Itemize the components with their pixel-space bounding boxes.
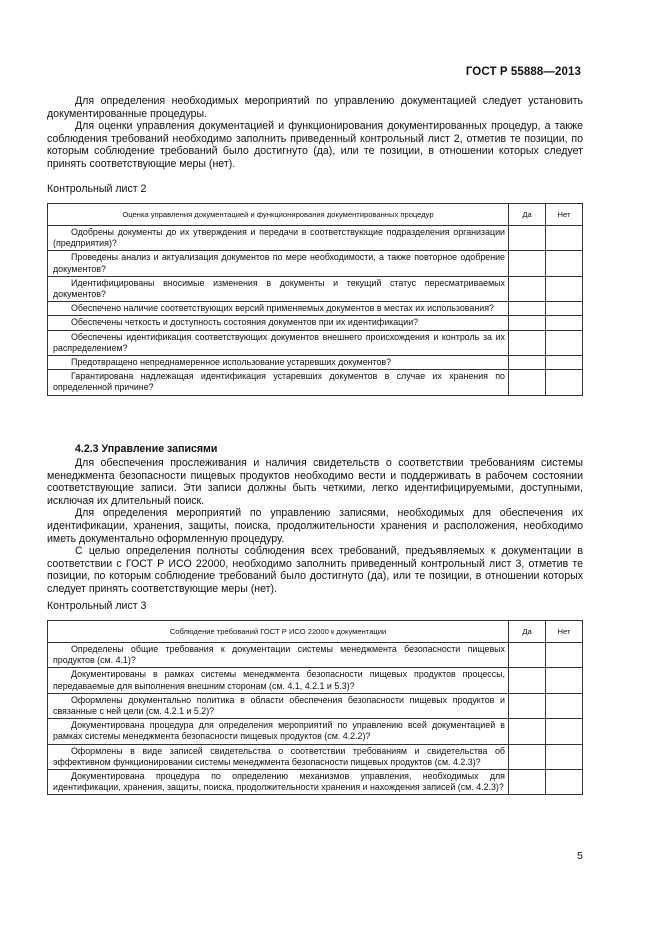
checklist-2-question: Проведены анализ и актуализация документов по мере необходимости, а также повторное одобрение документов? (53, 252, 505, 274)
checklist-2-yes-cell[interactable] (509, 370, 546, 395)
checklist-3-caption: Контрольный лист 3 (47, 600, 147, 612)
checklist-2-row (48, 356, 583, 370)
checklist-2-row (48, 302, 583, 316)
checklist-2-yes-header: Да (509, 204, 546, 226)
checklist-3-question: Определены общие требования к документации системы менеджмента безопасности пищевых продуктов (см. 4.1)? (53, 644, 505, 666)
checklist-2-no-cell[interactable] (546, 370, 583, 395)
checklist-2-row (48, 316, 583, 330)
checklist-3-yes-cell[interactable] (509, 693, 546, 718)
checklist-2-yes-cell[interactable] (509, 226, 546, 251)
checklist-2-no-cell[interactable] (546, 276, 583, 301)
checklist-2-question: Обеспечены идентификация соответствующих документов внешнего происхождения и контроль за их распределением? (53, 331, 505, 353)
checklist-3-row (48, 744, 583, 769)
checklist-3-question: Документирована процедура по определению механизмов управления, необходимых для идентификации, хранения, защиты, поиска, продолжительности хранения и нахождения записей (см. 4.2.3)? (53, 771, 505, 793)
checklist-3-no-cell[interactable] (546, 744, 583, 769)
checklist-2-row (48, 251, 583, 276)
checklist-2-row (48, 276, 583, 301)
checklist-3-header-row (48, 621, 583, 643)
section-text (47, 457, 583, 596)
checklist-3-table (47, 620, 583, 795)
checklist-3-question: Документирована процедура для определения мероприятий по управлению всей документацией в рамках системы менеджмента безопасности пищевых продуктов (см. 4.2.2)? (53, 720, 505, 742)
checklist-3-yes-cell[interactable] (509, 770, 546, 795)
checklist-3-no-cell[interactable] (546, 770, 583, 795)
checklist-3-no-cell[interactable] (546, 668, 583, 693)
checklist-2-row (48, 370, 583, 395)
checklist-2-question: Идентифицированы вносимые изменения в документы и текущий статус пересматриваемых документов? (53, 277, 505, 300)
checklist-2-question: Гарантирована надлежащая идентификация устаревших документов в случае их хранения по определенной причине? (53, 371, 505, 393)
checklist-3-question: Оформлены в виде записей свидетельства о соответствии требованиям и свидетельства об эффективном функционировании системы менеджмента безопасности пищевых продуктов (см. 4.2.3)? (53, 745, 505, 767)
checklist-2-question: Обеспечены четкость и доступность состояния документов при их идентификации? (71, 317, 419, 328)
checklist-3-no-header: Нет (546, 621, 583, 643)
checklist-3-no-cell[interactable] (546, 719, 583, 744)
checklist-2-table (47, 203, 583, 396)
checklist-2-yes-cell[interactable] (509, 276, 546, 301)
checklist-2-question: Обеспечено наличие соответствующих версий применяемых документов в местах их использования? (71, 303, 494, 314)
checklist-2-header-row (48, 204, 583, 226)
checklist-2-no-cell[interactable] (546, 251, 583, 276)
checklist-2-no-cell[interactable] (546, 330, 583, 355)
section-title: 4.2.3 Управление записями (75, 443, 218, 455)
checklist-3-header: Соблюдение требований ГОСТ Р ИСО 22000 к документации (48, 621, 509, 643)
checklist-2-no-header: Нет (546, 204, 583, 226)
checklist-2-header: Оценка управления документацией и функционирования документированных процедур (48, 204, 509, 226)
checklist-2-no-cell[interactable] (546, 226, 583, 251)
intro-paragraph-2: Для оценки управления документацией и функционирования документированных процедур, а также соблюдения требований необходимо заполнить приведенный контрольный лист 2, отметив те позиции, по которым соблюдение требований было достигнуто (да), или те позиции, в отношении которых следует принять соответствующие меры (нет). (47, 120, 583, 170)
page-number: 5 (577, 850, 583, 862)
checklist-3-row (48, 668, 583, 693)
checklist-3-no-cell[interactable] (546, 643, 583, 668)
checklist-3-yes-cell[interactable] (509, 744, 546, 769)
document-header: ГОСТ Р 55888—2013 (465, 66, 581, 78)
checklist-2-question: Одобрены документы до их утверждения и передачи в соответствующие подразделения организации (предприятия)? (53, 227, 505, 249)
checklist-2-no-cell[interactable] (546, 302, 583, 316)
checklist-2-yes-cell[interactable] (509, 356, 546, 370)
intro-text (47, 95, 583, 171)
checklist-3-yes-cell[interactable] (509, 643, 546, 668)
checklist-2-no-cell[interactable] (546, 316, 583, 330)
checklist-3-row (48, 693, 583, 718)
checklist-2-question: Предотвращено непреднамеренное использование устаревших документов? (71, 357, 392, 368)
checklist-2-row (48, 330, 583, 355)
checklist-3-question: Документированы в рамках системы менеджмента безопасности пищевых продуктов процессы, передаваемые для выполнения внешним сторонам (см. 4.1, 4.2.1 и 5.3)? (53, 669, 505, 691)
section-paragraph-1: Для обеспечения прослеживания и наличия свидетельств о соответствии требованиям системы менеджмента безопасности пищевых продуктов необходимо вести и поддерживать в рабочем состоянии соответствующие записи. Эти записи должны быть четкими, легко идентифицируемыми, доступными, исключая их длительный поиск. (47, 457, 583, 507)
section-paragraph-2: Для определения мероприятий по управлению записями, необходимых для обеспечения их идентификации, хранения, защиты, поиска, продолжительности хранения и расположения, необходимо иметь документально оформленную процедуру. (47, 507, 583, 545)
checklist-3-no-cell[interactable] (546, 693, 583, 718)
checklist-2-no-cell[interactable] (546, 356, 583, 370)
checklist-2-caption: Контрольный лист 2 (47, 183, 147, 195)
checklist-3-yes-header: Да (509, 621, 546, 643)
section-paragraph-3: С целью определения полноты соблюдения всех требований, предъявляемых к документации в соответствии с ГОСТ Р ИСО 22000, необходимо заполнить приведенный контрольный лист 3, отметив те позиции, по которым соблюдение требований было достигнуто (да), или те позиции, в отношении которых следует принять соответствующие меры (нет). (47, 545, 583, 595)
checklist-3-yes-cell[interactable] (509, 719, 546, 744)
checklist-3-row (48, 643, 583, 668)
checklist-2-yes-cell[interactable] (509, 302, 546, 316)
checklist-3-row (48, 770, 583, 795)
checklist-2-yes-cell[interactable] (509, 251, 546, 276)
checklist-3-yes-cell[interactable] (509, 668, 546, 693)
checklist-3-question: Оформлены документально политика в области обеспечения безопасности пищевых продуктов и связанные с ней цели (см. 4.2.1 и 5.2)? (53, 694, 505, 717)
checklist-2-yes-cell[interactable] (509, 316, 546, 330)
checklist-2-row (48, 226, 583, 251)
checklist-2-yes-cell[interactable] (509, 330, 546, 355)
intro-paragraph-1: Для определения необходимых мероприятий по управлению документацией следует установить документированные процедуры. (47, 95, 583, 120)
checklist-3-row (48, 719, 583, 744)
